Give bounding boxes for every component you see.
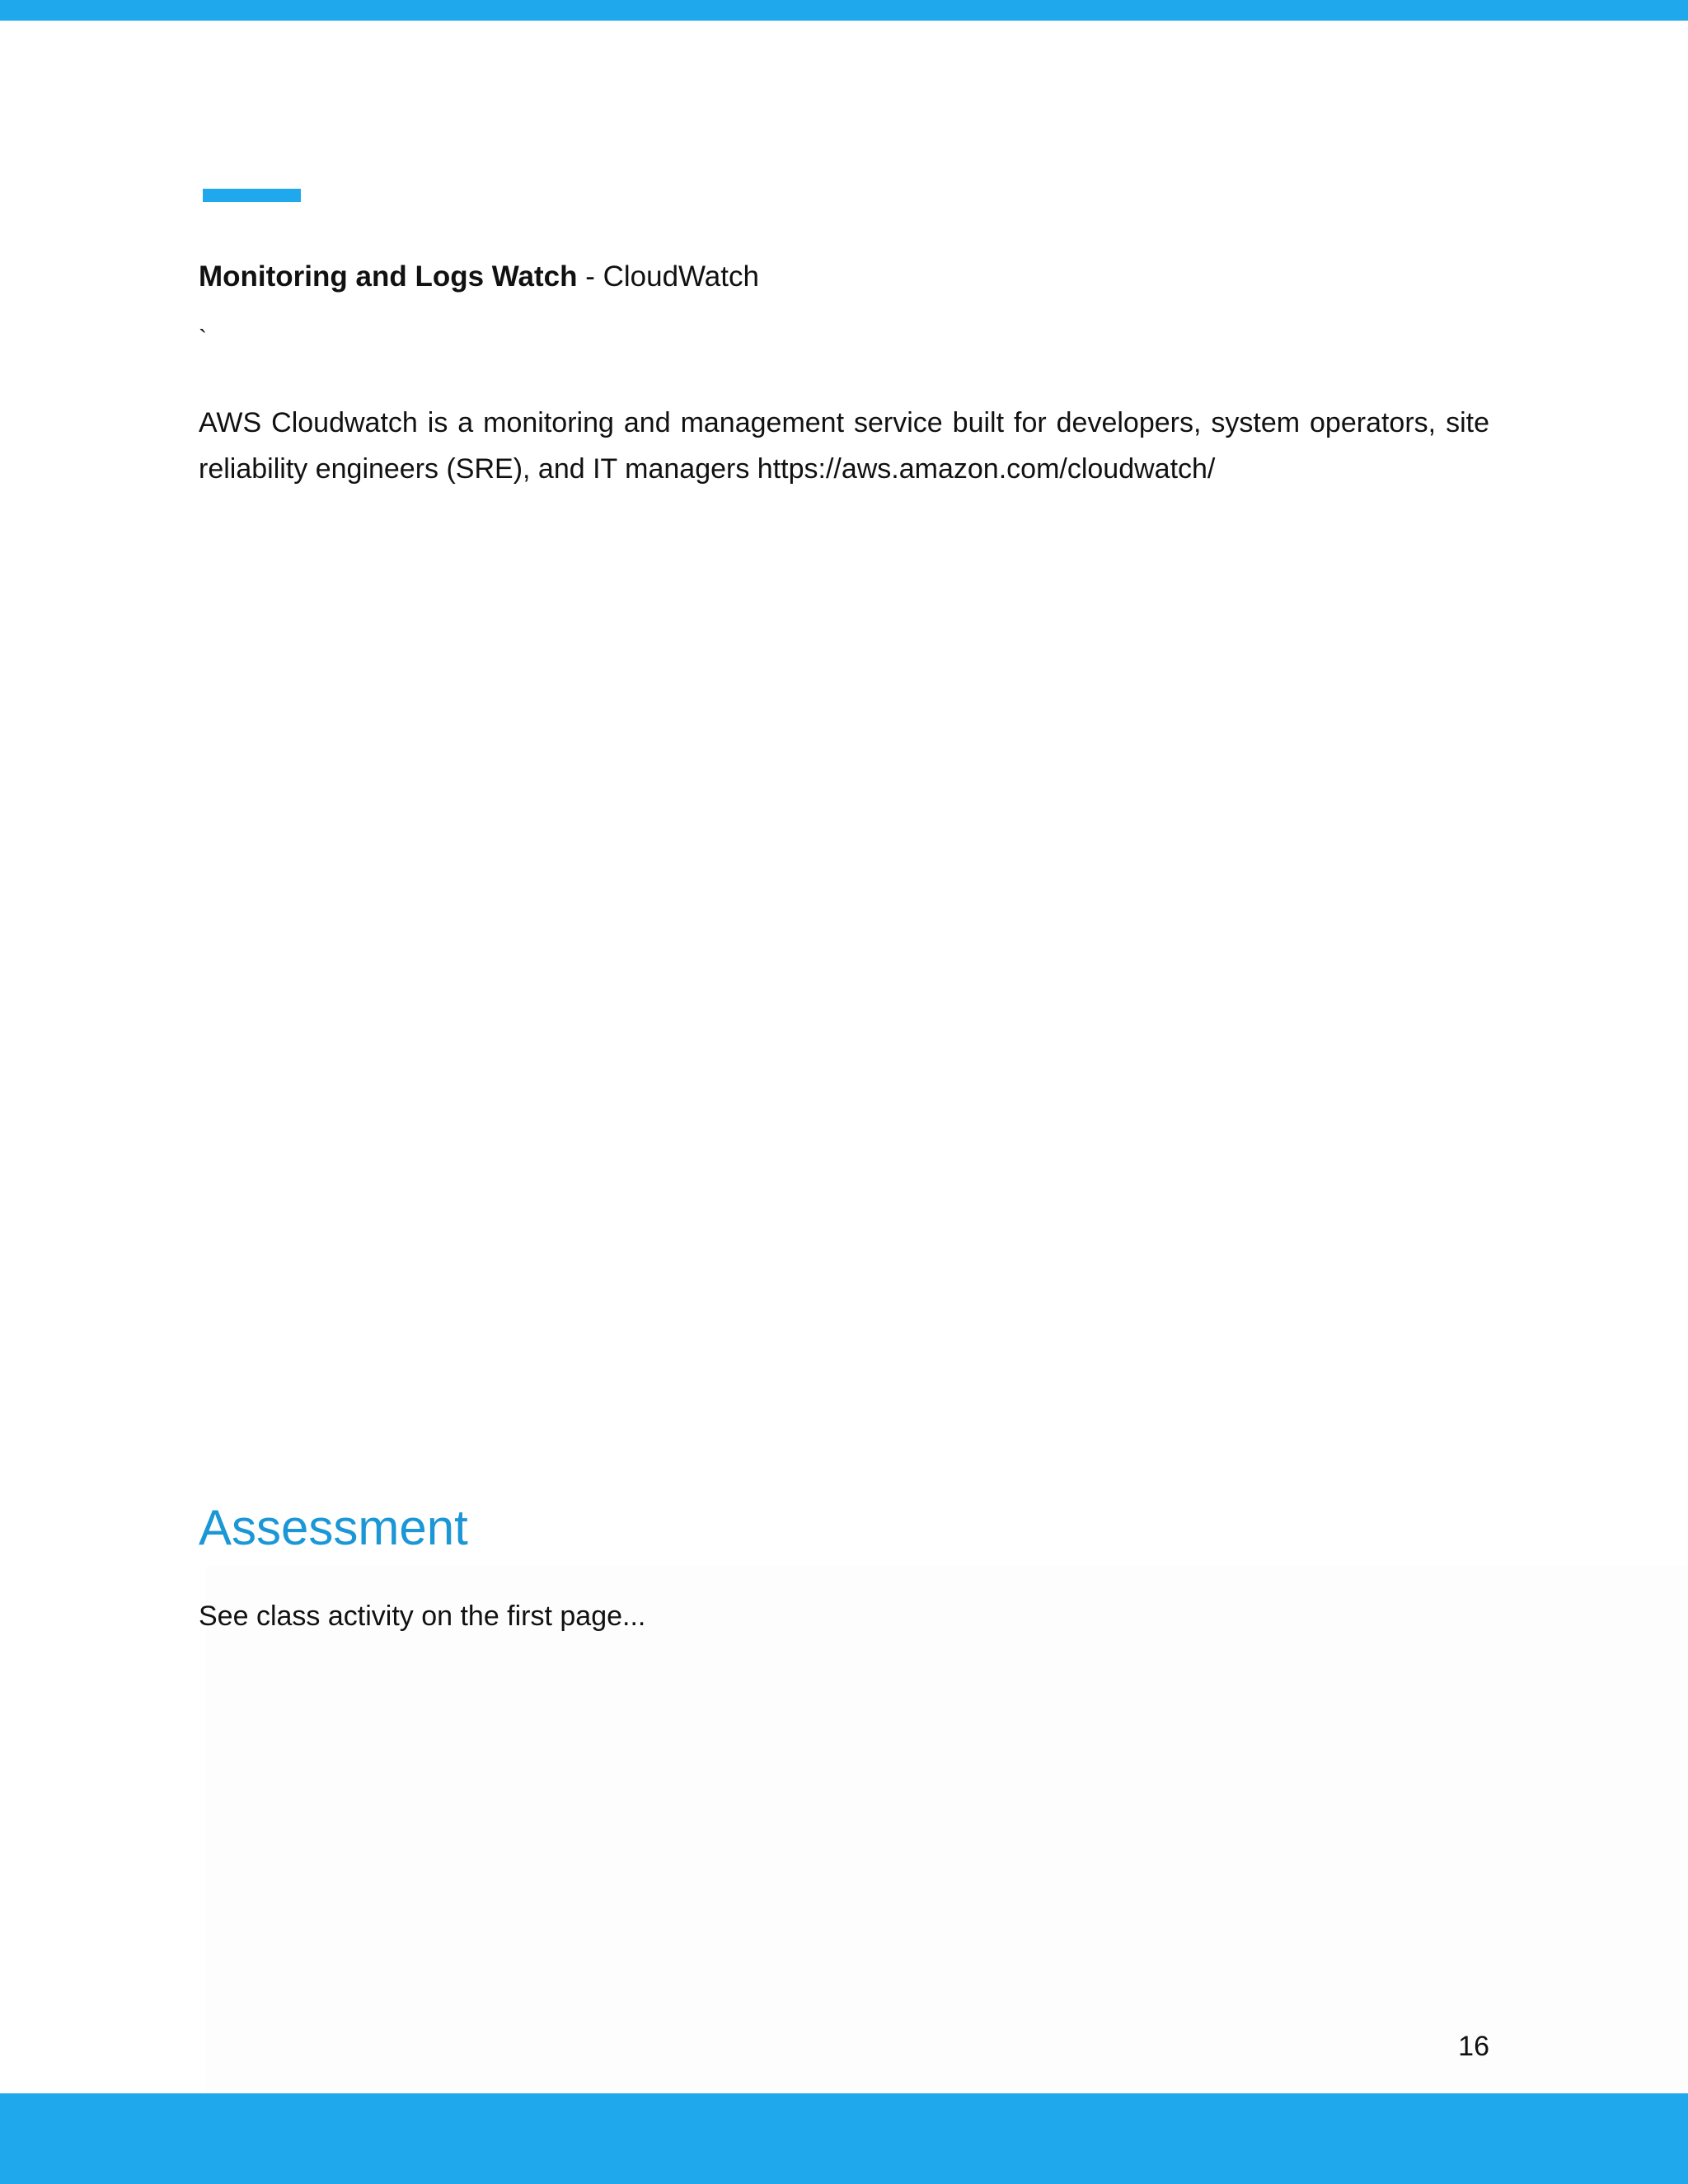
background-panel (206, 1566, 1688, 2093)
section-heading-rest: - CloudWatch (577, 260, 759, 293)
stray-mark: ` (199, 326, 207, 353)
section-heading-bold: Monitoring and Logs Watch (199, 260, 578, 293)
page-number: 16 (1458, 2031, 1489, 2062)
footer-accent-bar (0, 2093, 1688, 2184)
section-accent-rule (203, 189, 301, 202)
header-accent-bar (0, 0, 1688, 21)
assessment-text: See class activity on the first page... (199, 1601, 646, 1632)
assessment-heading: Assessment (199, 1500, 468, 1555)
section-paragraph: AWS Cloudwatch is a monitoring and management service built for developers, system operators, site reliability engineers (SRE), and IT managers https://aws.amazon.com/cloudwatch/ (199, 407, 1489, 485)
section-heading (199, 257, 759, 297)
